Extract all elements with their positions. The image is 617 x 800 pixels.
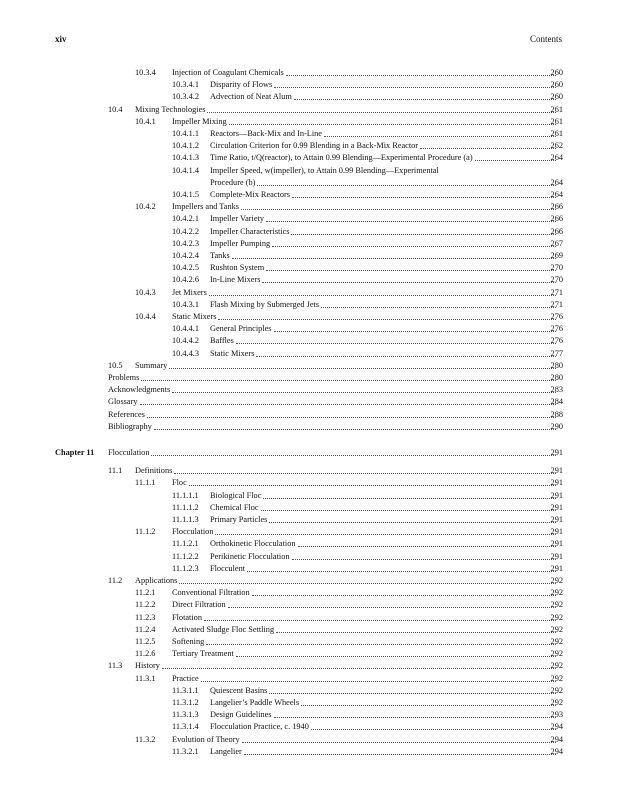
dot-leader — [324, 129, 556, 137]
toc-entry-page: 283 — [550, 385, 563, 395]
dot-leader — [179, 576, 556, 584]
dot-leader — [242, 735, 556, 743]
dot-leader — [266, 263, 556, 271]
toc-entry-number: 10.4.4.3 — [172, 348, 199, 358]
toc-entry-page: 276 — [550, 336, 563, 346]
toc-entry-number: 11.2.6 — [135, 649, 156, 659]
dot-leader — [274, 80, 556, 88]
dot-leader — [218, 312, 556, 320]
toc-entry-title: Baffles — [210, 336, 234, 346]
toc-entry-number: 10.4.4 — [135, 312, 156, 321]
toc-entry-title: Procedure (b) — [210, 177, 256, 187]
toc-entry-page: 264 — [550, 190, 563, 199]
dot-leader — [215, 527, 556, 535]
toc-entry-page: 266 — [550, 214, 563, 224]
dot-leader — [321, 300, 556, 308]
dot-leader — [274, 710, 556, 718]
toc-entry-page: 270 — [550, 263, 563, 273]
dot-leader — [269, 686, 556, 694]
dot-leader — [232, 251, 556, 259]
toc-entry-page: 280 — [550, 373, 563, 382]
dot-leader — [311, 722, 556, 730]
dot-leader — [147, 410, 556, 418]
toc-entry-number: 10.3.4.2 — [172, 92, 199, 102]
toc-entry-page: 261 — [550, 104, 563, 114]
toc-entry-title: Advection of Neat Alum — [210, 92, 292, 102]
toc-entry-page: 292 — [550, 673, 563, 683]
dot-leader — [269, 515, 556, 523]
toc-entry-number: 10.4.4.2 — [172, 336, 199, 346]
toc-entry-page: 271 — [550, 287, 563, 297]
toc-entry-number: 10.5 — [108, 360, 123, 370]
dot-leader — [236, 649, 556, 657]
dot-leader — [151, 448, 556, 456]
toc-entry-title: Activated Sludge Floc Settling — [172, 624, 275, 634]
toc-entry-number: 11.2.1 — [135, 588, 156, 598]
toc-entry-number: 10.4.1.1 — [172, 129, 199, 138]
toc-entry-page: 261 — [550, 116, 563, 126]
dot-leader — [292, 190, 556, 198]
toc-entry-page: 292 — [550, 685, 563, 695]
toc-entry-title: Tertiary Treatment — [172, 649, 234, 659]
toc-entry-page: 264 — [550, 177, 563, 187]
toc-entry-number: 10.4.2.1 — [172, 214, 199, 224]
dot-leader — [292, 552, 557, 560]
dot-leader — [201, 674, 556, 682]
toc-entry-page: 292 — [550, 600, 563, 610]
toc-entry-title: Rushton System — [210, 263, 265, 273]
dot-leader — [162, 661, 556, 669]
dot-leader — [257, 178, 556, 186]
toc-entry-title: Impeller Mixing — [172, 116, 227, 126]
toc-entry-page: 292 — [550, 612, 563, 622]
toc-entry-page: 267 — [550, 238, 563, 248]
toc-entry-number: 11.1.1.3 — [172, 515, 199, 524]
toc-entry-page: 266 — [550, 202, 563, 212]
dot-leader — [141, 373, 556, 381]
toc-entry-title: Glossary — [108, 397, 138, 407]
toc-entry-title: Circulation Criterion for 0.99 Blending in a Back-Mix Reactor — [210, 141, 419, 151]
toc-entry-title: Problems — [108, 373, 140, 382]
toc-entry-page: 271 — [550, 299, 563, 309]
toc-entry-title: Biological Floc — [210, 490, 262, 500]
toc-entry-number: 11.1 — [108, 466, 123, 476]
toc-entry-number: 11.3.2 — [135, 734, 156, 744]
toc-entry-title: Impeller Variety — [210, 214, 264, 224]
toc-entry-title: Flocculation Practice, c. 1940 — [210, 722, 309, 732]
toc-entry-page: 291 — [550, 490, 563, 500]
toc-entry-title: Floc — [172, 478, 187, 488]
toc-entry-number: 10.4.1 — [135, 116, 156, 126]
toc-entry-page: 292 — [550, 588, 563, 598]
toc-entry-title: Langelier — [210, 746, 242, 756]
toc-entry-page: 284 — [550, 397, 563, 407]
toc-entry-title: Evolution of Theory — [172, 734, 240, 744]
dot-leader — [228, 600, 556, 608]
toc-entry-page: 292 — [550, 698, 563, 707]
toc-entry-page: 291 — [550, 515, 563, 524]
toc-entry-page: 294 — [550, 746, 563, 756]
dot-leader — [209, 288, 556, 296]
toc-entry-number: Chapter 11 — [55, 448, 95, 457]
dot-leader — [263, 491, 556, 499]
toc-entry-title: Mixing Technologies — [135, 104, 206, 114]
toc-entry-number: 11.2.2 — [135, 600, 156, 610]
dot-leader — [261, 503, 556, 511]
toc-entry-title: Flocculation — [108, 448, 150, 457]
toc-entry-page: 294 — [550, 734, 563, 744]
dot-leader — [229, 117, 556, 125]
toc-entry-number: 11.2 — [108, 576, 123, 585]
toc-entry-title: Static Mixers — [210, 348, 255, 358]
toc-entry-page: 264 — [550, 153, 563, 163]
toc-entry-page: 260 — [550, 92, 563, 102]
toc-entry-title: Flotation — [172, 612, 202, 622]
toc-entry-page: 292 — [550, 576, 563, 585]
toc-entry-title: General Principles — [210, 324, 272, 334]
running-header — [55, 34, 562, 48]
toc-entry-title: Acknowledgments — [108, 385, 171, 395]
toc-entry-title: Summary — [135, 360, 168, 370]
toc-entry-number: 11.1.1.2 — [172, 502, 199, 512]
toc-entry-page: 270 — [550, 275, 563, 285]
toc-entry-title: Langelier’s Paddle Wheels — [210, 698, 300, 707]
toc-entry-number: 10.4.3 — [135, 287, 156, 297]
toc-entry-number: 11.2.4 — [135, 624, 156, 634]
toc-entry-page: 260 — [550, 68, 563, 77]
toc-entry-number: 11.1.2.3 — [172, 563, 199, 573]
toc-entry-title: Impeller Characteristics — [210, 226, 290, 236]
toc-entry-page: 292 — [550, 661, 563, 671]
toc-entry-number: 11.2.5 — [135, 637, 156, 646]
toc-entry-title: Bibliography — [108, 421, 152, 431]
toc-entry-number: 11.1.1.1 — [172, 490, 199, 500]
toc-entry-title: Quiescent Basins — [210, 685, 268, 695]
toc-entry-title: Design Guidelines — [210, 710, 272, 720]
toc-entry-title: Impellers and Tanks — [172, 202, 240, 212]
toc-entry-title: Flash Mixing by Submerged Jets — [210, 299, 320, 309]
toc-entry-number: 11.3.1.3 — [172, 710, 199, 720]
toc-entry-number: 11.1.2.2 — [172, 551, 199, 561]
toc-entry-number: 10.4.1.5 — [172, 190, 199, 199]
toc-entry-number: 10.4.3.1 — [172, 299, 199, 309]
toc-entry-page: 280 — [550, 360, 563, 370]
dot-leader — [241, 202, 556, 210]
dot-leader — [272, 239, 556, 247]
toc-entry-title: Complete-Mix Reactors — [210, 190, 290, 199]
toc-entry-title: Jet Mixers — [172, 287, 207, 297]
toc-entry-title: References — [108, 409, 145, 419]
toc-entry-number: 11.1.2 — [135, 527, 156, 537]
toc-entry-title: Impeller Speed, w(impeller), to Attain 0.99 Blending—Experimental — [210, 165, 439, 175]
toc-entry-number: 11.3 — [108, 661, 123, 671]
toc-entry-page: 269 — [550, 251, 563, 260]
toc-entry-number: 10.4.4.1 — [172, 324, 199, 334]
toc-entry-title: In-Line Mixers — [210, 275, 261, 285]
toc-entry-title: Flocculent — [210, 563, 246, 573]
toc-entry-number: 10.4.2 — [135, 202, 156, 212]
toc-entry-title: Chemical Floc — [210, 502, 259, 512]
dot-leader — [266, 214, 556, 222]
toc-entry-number: 10.4.2.3 — [172, 238, 199, 248]
toc-entry-number: 10.3.4.1 — [172, 80, 199, 90]
toc-entry-page: 266 — [550, 226, 563, 236]
toc-entry-page: 291 — [550, 527, 563, 537]
toc-entry-title: History — [135, 661, 160, 671]
dot-leader — [247, 564, 556, 572]
toc-entry-title: Injection of Coagulant Chemicals — [172, 68, 284, 77]
dot-leader — [276, 625, 556, 633]
toc-entry-page: 276 — [550, 324, 563, 334]
toc-entry-number: 11.1.1 — [135, 478, 156, 488]
toc-entry-page: 291 — [550, 563, 563, 573]
dot-leader — [274, 324, 556, 332]
dot-leader — [286, 68, 556, 76]
dot-leader — [169, 361, 556, 369]
toc-entry-page: 291 — [550, 539, 563, 549]
toc-entry-title: Practice — [172, 673, 199, 683]
toc-entry-title: Impeller Pumping — [210, 238, 271, 248]
dot-leader — [252, 588, 556, 596]
dot-leader — [140, 397, 557, 405]
dot-leader — [172, 385, 556, 393]
toc-entry-page: 293 — [550, 710, 563, 720]
toc-entry-page: 260 — [550, 80, 563, 90]
toc-entry-title: Time Ratio, t/Q(reactor), to Attain 0.99 Blending—Experimental Procedure (a) — [210, 153, 473, 163]
toc-entry-number: 11.3.1.1 — [172, 685, 199, 695]
toc-entry-page: 277 — [550, 348, 563, 358]
toc-entry-number: 10.4.1.4 — [172, 165, 199, 175]
toc-entry-number: 11.1.2.1 — [172, 539, 199, 549]
toc-entry-number: 11.3.1 — [135, 673, 156, 683]
toc-entry-page: 292 — [550, 624, 563, 634]
toc-entry-title: Flocculation — [172, 527, 214, 537]
toc-entry-number: 10.4.2.6 — [172, 275, 199, 285]
toc-entry-page: 291 — [550, 466, 563, 476]
toc-entry-title: Perikinetic Flocculation — [210, 551, 290, 561]
toc-entry-title: Tanks — [210, 251, 230, 260]
dot-leader — [204, 613, 556, 621]
toc-entry-number: 10.4.2.2 — [172, 226, 199, 236]
toc-entry-page: 290 — [550, 421, 563, 431]
toc-entry-page: 291 — [550, 502, 563, 512]
toc-entry-number: 10.4.2.5 — [172, 263, 199, 273]
toc-entry-number: 10.4.1.3 — [172, 153, 199, 163]
toc-entry-title: Primary Particles — [210, 515, 268, 524]
dot-leader — [291, 227, 556, 235]
toc-entry-page: 261 — [550, 129, 563, 138]
toc-entry-title: Reactors—Back-Mix and In-Line — [210, 129, 322, 138]
toc-entry-title: Conventional Filtration — [172, 588, 250, 598]
toc-entry-title: Definitions — [135, 466, 173, 476]
toc-entry-number: 11.2.3 — [135, 612, 156, 622]
toc-entry-page: 262 — [550, 141, 563, 151]
toc-entry-page: 294 — [550, 722, 563, 732]
dot-leader — [298, 539, 557, 547]
toc-entry-page: 292 — [550, 649, 563, 659]
toc-entry-title: Direct Filtration — [172, 600, 226, 610]
dot-leader — [262, 275, 556, 283]
toc-entry-page: 291 — [550, 448, 563, 457]
toc-entry-page: 291 — [550, 551, 563, 561]
toc-entry-title: Static Mixers — [172, 312, 217, 321]
toc-entry-number: 10.3.4 — [135, 68, 156, 77]
dot-leader — [189, 478, 556, 486]
dot-leader — [244, 747, 556, 755]
toc-entry-number: 11.3.1.4 — [172, 722, 199, 732]
toc-entry-page: 288 — [550, 409, 563, 419]
toc-entry-title: Orthokinetic Flocculation — [210, 539, 296, 549]
toc-entry-number: 10.4 — [108, 104, 123, 114]
toc-entry-page: 292 — [550, 637, 563, 646]
toc-entry-title: Disparity of Flows — [210, 80, 273, 90]
toc-entry-number: 10.4.2.4 — [172, 251, 199, 260]
dot-leader — [294, 92, 556, 100]
toc-entry-page: 276 — [550, 312, 563, 321]
running-title: Contents — [529, 34, 562, 44]
toc-entry-title: Softening — [172, 637, 205, 646]
toc-entry-title: Applications — [135, 576, 178, 585]
dot-leader — [206, 637, 556, 645]
page-number: xiv — [55, 34, 67, 44]
dot-leader — [301, 698, 556, 706]
dot-leader — [236, 336, 556, 344]
dot-leader — [207, 105, 556, 113]
dot-leader — [256, 349, 556, 357]
dot-leader — [174, 466, 556, 474]
dot-leader — [154, 422, 556, 430]
toc-entry-number: 11.3.1.2 — [172, 698, 199, 707]
toc-entry-number: 11.3.2.1 — [172, 746, 199, 756]
toc-entry-number: 10.4.1.2 — [172, 141, 199, 151]
toc-entry-page: 291 — [550, 478, 563, 488]
